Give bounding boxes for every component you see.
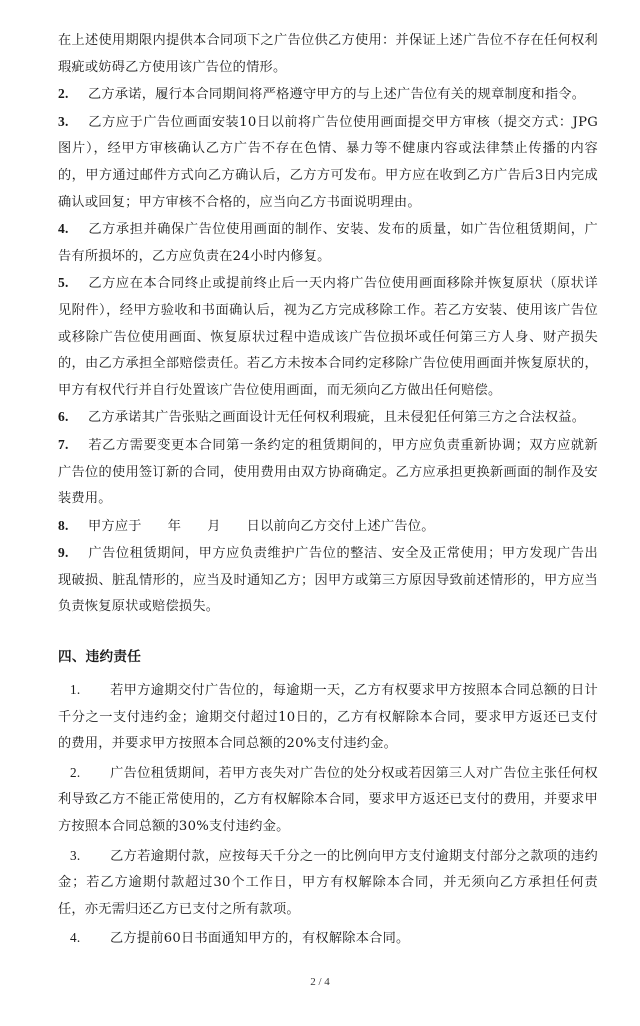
clause-8-year: 年 <box>167 518 182 534</box>
section-spacer <box>58 621 598 643</box>
clause-2 <box>58 81 598 109</box>
clause-8-text-a: 甲方应于 <box>88 518 142 534</box>
clause-number: 4. <box>58 221 69 237</box>
clause-3 <box>58 109 598 216</box>
page-number: 2 / 4 <box>310 976 330 988</box>
clause-7 <box>58 432 598 513</box>
clause-text: 乙方应于广告位画面安装10日以前将广告位使用画面提交甲方审核（提交方式：JPG图片），经甲方审核确认乙方广告不存在色情、暴力等不健康内容或法律禁止传播的内容的，甲方通过邮件方式向乙方确认后，乙方方可发布。甲方应在收到乙方广告后3日内完成确认或回复；甲方审核不合格的，应当向乙方书面说明理由。 <box>58 114 598 210</box>
breach-number: 1. <box>70 682 81 698</box>
clause-5 <box>58 270 598 404</box>
clause-number: 9. <box>58 545 69 561</box>
clause-4 <box>58 216 598 270</box>
clause-text: 乙方承诺其广告张贴之画面设计无任何权利瑕疵，且未侵犯任何第三方之合法权益。 <box>88 410 586 426</box>
breach-item-3 <box>58 843 598 924</box>
clause-number: 5. <box>58 275 69 291</box>
clause-number: 3. <box>58 113 69 129</box>
breach-text: 广告位租赁期间，若甲方丧失对广告位的处分权或若因第三人对广告位主张任何权利导致乙方不能正常使用的，乙方有权解除本合同，要求甲方返还已支付的费用，并要求甲方按照本合同总额的30%支付违约金。 <box>58 765 598 835</box>
section-heading-breach: 四、违约责任 <box>58 649 142 666</box>
clause-8 <box>58 513 598 541</box>
clause-text: 乙方承担并确保广告位使用画面的制作、安装、发布的质量，如广告位租赁期间，广告有所损坏的，乙方应负责在24小时内修复。 <box>58 222 598 264</box>
intro-paragraph: 在上述使用期限内提供本合同项下之广告位供乙方使用：并保证上述广告位不存在任何权利瑕疵或妨碍乙方使用该广告位的情形。 <box>58 33 598 75</box>
clause-number: 2. <box>58 86 69 102</box>
breach-number: 3. <box>70 847 81 863</box>
breach-text: 乙方提前60日书面通知甲方的，有权解除本合同。 <box>110 931 410 947</box>
clause-text: 广告位租赁期间，甲方应负责维护广告位的整洁、安全及正常使用；甲方发现广告出现破损、脏乱情形的，应当及时通知乙方；因甲方或第三方原因导致前述情形的，甲方应当负责恢复原状或赔偿损失。 <box>58 546 598 615</box>
clause-8-text-d: 日以前向乙方交付上述广告位。 <box>246 518 435 534</box>
breach-item-2 <box>58 760 598 841</box>
clause-6 <box>58 404 598 432</box>
clause-text: 乙方承诺，履行本合同期间将严格遵守甲方的与上述广告位有关的规章制度和指令。 <box>88 87 586 103</box>
clause-number: 8. <box>58 517 69 533</box>
clause-text: 乙方应在本合同终止或提前终止后一天内将广告位使用画面移除并恢复原状（原状详见附件），经甲方验收和书面确认后，视为乙方完成移除工作。若乙方安装、使用该广告位或移除广告位使用画面、恢复原状过程中造成该广告位损坏或任何第三方人身、财产损失的，由乙方承担全部赔偿责任。若乙方未按本合同约定移除广告位使用画面并恢复原状的，甲方有权代行并自行处置该广告位使用画面，而无须向乙方做出任何赔偿。 <box>58 276 598 398</box>
clause-text: 若乙方需要变更本合同第一条约定的租赁期间的，甲方应负责重新协调；双方应就新广告位的使用签订新的合同，使用费用由双方协商确定。乙方应承担更换新画面的制作及安装费用。 <box>58 437 598 507</box>
breach-item-4 <box>58 925 598 953</box>
breach-text: 若甲方逾期交付广告位的，每逾期一天，乙方有权要求甲方按照本合同总额的日计千分之一支付违约金；逾期交付超过10日的，乙方有权解除本合同，要求甲方返还已支付的费用，并要求甲方按照本合同总额的20%支付违约金。 <box>58 683 598 752</box>
breach-text: 乙方若逾期付款，应按每天千分之一的比例向甲方支付逾期支付部分之款项的违约金；若乙方逾期付款超过30个工作日，甲方有权解除本合同，并无须向乙方承担任何责任，亦无需归还乙方已支付之所有款项。 <box>58 848 598 917</box>
breach-item-1 <box>58 677 598 758</box>
clause-number: 6. <box>58 409 69 425</box>
clause-8-month: 月 <box>207 518 221 534</box>
clause-number: 7. <box>58 436 69 452</box>
breach-number: 2. <box>70 764 81 780</box>
clause-9 <box>58 540 598 621</box>
breach-number: 4. <box>70 930 81 946</box>
